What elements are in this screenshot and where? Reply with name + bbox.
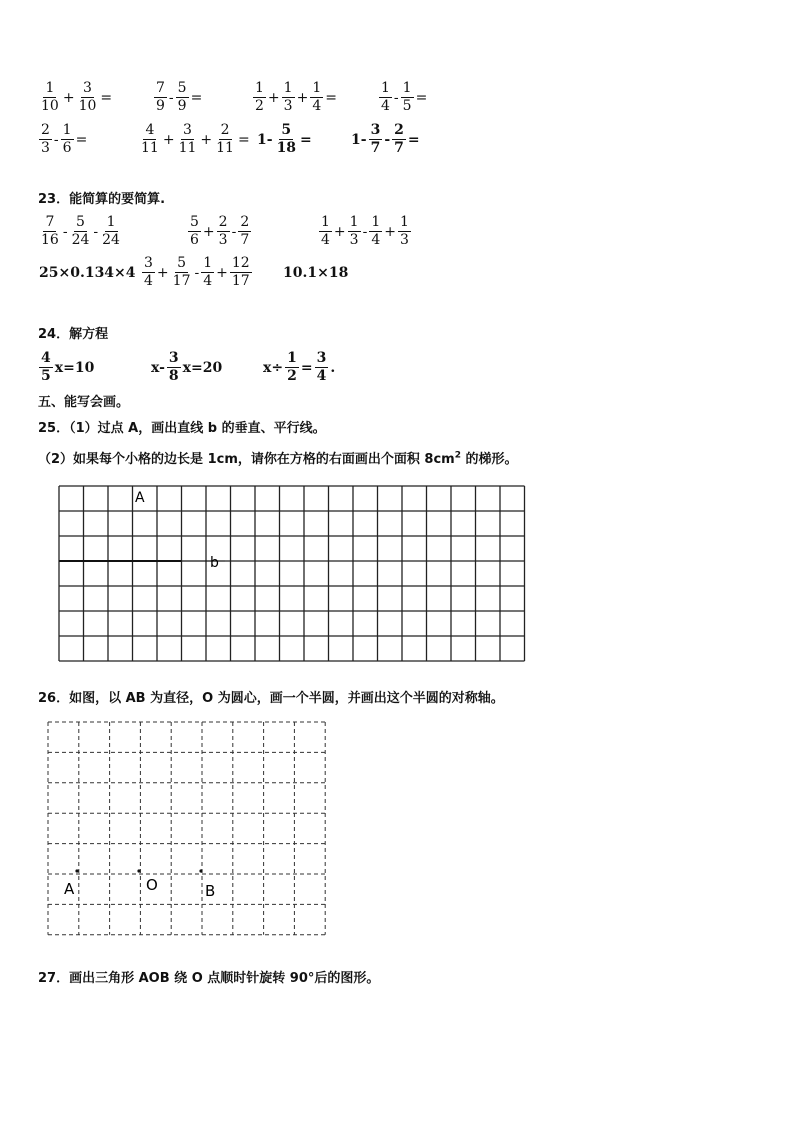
fraction — [139, 122, 161, 157]
q23-expr-2 — [187, 214, 252, 249]
denominator: 2 — [255, 98, 264, 114]
point-o — [137, 869, 140, 872]
numerator: 1 — [106, 214, 116, 230]
denominator: 11 — [178, 140, 197, 156]
fraction — [142, 255, 155, 290]
denominator: 7 — [240, 232, 250, 248]
numerator: 3 — [370, 122, 381, 138]
point-o-label: O — [146, 876, 158, 894]
numerator: 1 — [349, 214, 359, 230]
numerator: 5 — [281, 122, 292, 138]
numerator: 1 — [45, 80, 55, 96]
expr-text: 25×0.134×4 — [39, 265, 136, 281]
expr-r1-4 — [378, 80, 428, 115]
operator: - — [62, 223, 68, 240]
operator: = — [237, 131, 250, 148]
operator: - — [393, 89, 399, 106]
numerator: 1 — [283, 80, 293, 96]
numerator: 2 — [220, 122, 230, 138]
operator: - — [168, 89, 174, 106]
expr-text: 1- — [351, 131, 367, 148]
expr-r2-2 — [138, 122, 251, 157]
expr-text: x=10 — [54, 359, 95, 376]
expr-text: x=20 — [182, 359, 223, 376]
expr-text: . — [330, 359, 336, 376]
expr-text: 1- — [257, 131, 273, 148]
point-a — [75, 869, 78, 872]
denominator: 24 — [71, 232, 90, 248]
numerator: 1 — [62, 122, 72, 138]
fraction — [154, 80, 167, 115]
numerator: 4 — [145, 122, 155, 138]
fraction — [167, 350, 181, 385]
fraction — [379, 80, 392, 115]
denominator: 6 — [190, 232, 199, 248]
fraction — [275, 122, 298, 157]
denominator: 3 — [349, 232, 359, 248]
fraction — [285, 350, 299, 385]
operator: + — [162, 131, 175, 148]
denominator: 6 — [62, 140, 72, 156]
operator: + — [333, 223, 346, 240]
q25-part1: 25．（1）过点 A，画出直线 b 的垂直、平行线。 — [38, 421, 326, 436]
q23-expr-1 — [38, 214, 123, 249]
numerator: 3 — [316, 350, 327, 366]
operator: - — [53, 131, 59, 148]
numerator: 3 — [144, 255, 153, 271]
numerator: 1 — [399, 214, 409, 230]
denominator: 7 — [394, 140, 404, 156]
denominator: 10 — [78, 98, 97, 114]
q25-part2: （2）如果每个小格的边长是 1cm，请你在方格的右面画出个面积 $8cm^2$ 的梯形。 — [38, 450, 518, 467]
q24-eq-1 — [38, 350, 95, 385]
fraction — [39, 80, 61, 115]
operator: - — [384, 131, 391, 148]
fraction — [70, 214, 92, 249]
operator: + — [156, 264, 169, 281]
numerator: 5 — [190, 214, 199, 230]
numerator: 5 — [177, 255, 187, 271]
operator: = — [300, 131, 312, 148]
denominator: 2 — [287, 368, 297, 384]
denominator: 3 — [218, 232, 228, 248]
numerator: 2 — [394, 122, 404, 138]
operator: - — [194, 264, 200, 281]
fraction — [369, 122, 383, 157]
denominator: 9 — [156, 98, 165, 114]
fraction — [369, 214, 382, 249]
fraction — [176, 80, 189, 115]
fraction — [39, 350, 53, 385]
denominator: 5 — [41, 368, 51, 384]
point-b-label: B — [205, 882, 216, 900]
fraction — [230, 255, 252, 290]
fraction — [392, 122, 406, 157]
numerator: 1 — [402, 80, 412, 96]
expr-r1-3 — [252, 80, 338, 115]
numerator: 12 — [231, 255, 250, 271]
numerator: 2 — [240, 214, 250, 230]
q27-text: 27．画出三角形 AOB 绕 O 点顺时针旋转 90°后的图形。 — [38, 971, 380, 986]
expr-text: 10.1×18 — [283, 265, 349, 281]
point-b — [199, 869, 202, 872]
expr-text: x- — [151, 359, 165, 376]
fraction — [315, 350, 329, 385]
fraction — [177, 122, 199, 157]
fraction — [398, 214, 411, 249]
numerator: 1 — [255, 80, 264, 96]
operator: = — [190, 89, 203, 106]
fraction — [214, 122, 236, 157]
denominator: 4 — [144, 273, 153, 289]
operator: + — [200, 131, 213, 148]
denominator: 16 — [41, 232, 59, 248]
fraction — [100, 214, 122, 249]
expr-text: x÷ — [263, 359, 284, 376]
operator: = — [407, 131, 420, 148]
expr-r2-3 — [256, 122, 313, 157]
fraction — [201, 255, 214, 290]
operator: = — [75, 131, 88, 148]
q24-eq-2 — [150, 350, 223, 385]
fraction — [39, 214, 61, 249]
q26-text: 26．如图，以 AB 为直径，O 为圆心，画一个半圆，并画出这个半圆的对称轴。 — [38, 691, 504, 706]
denominator: 24 — [102, 232, 120, 248]
q23-expr-6 — [282, 265, 349, 281]
numerator: 3 — [183, 122, 192, 138]
numerator: 1 — [381, 80, 390, 96]
numerator: 1 — [287, 350, 297, 366]
fraction — [61, 122, 74, 157]
q24-title: 24．解方程 — [38, 327, 109, 342]
operator: + — [267, 89, 280, 106]
denominator: 4 — [312, 98, 322, 114]
numerator: 1 — [321, 214, 330, 230]
numerator: 1 — [371, 214, 381, 230]
fraction — [253, 80, 266, 115]
fraction — [217, 214, 230, 249]
denominator: 11 — [141, 140, 159, 156]
section-five-heading: 五、能写会画。 — [38, 395, 130, 410]
operator: - — [231, 223, 237, 240]
denominator: 4 — [203, 273, 213, 289]
fraction — [348, 214, 361, 249]
fraction — [39, 122, 52, 157]
denominator: 11 — [216, 140, 234, 156]
point-a-label: A — [64, 880, 75, 898]
q23-title: 23．能简算的要简算. — [38, 192, 166, 207]
fraction — [282, 80, 295, 115]
expr-r2-4 — [350, 122, 421, 157]
numerator: 2 — [218, 214, 228, 230]
numerator: 2 — [41, 122, 50, 138]
operator: = — [415, 89, 428, 106]
numerator: 7 — [156, 80, 165, 96]
operator: + — [202, 223, 215, 240]
fraction — [319, 214, 332, 249]
operator: = — [100, 89, 113, 106]
denominator: 17 — [231, 273, 250, 289]
denominator: 4 — [371, 232, 381, 248]
fraction — [401, 80, 414, 115]
operator: = — [325, 89, 337, 106]
point-a-label: A — [135, 490, 145, 506]
denominator: 18 — [276, 140, 297, 156]
numerator: 1 — [203, 255, 213, 271]
operator: - — [93, 223, 99, 240]
denominator: 4 — [381, 98, 390, 114]
numerator: 5 — [76, 214, 85, 230]
denominator: 5 — [402, 98, 412, 114]
denominator: 10 — [41, 98, 59, 114]
q23-expr-5 — [141, 255, 253, 290]
q23-expr-4 — [38, 265, 137, 281]
operator: - — [362, 223, 368, 240]
denominator: 9 — [177, 98, 187, 114]
operator: + — [62, 89, 75, 106]
numerator: 3 — [83, 80, 92, 96]
expr-r1-2 — [153, 80, 203, 115]
denominator: 8 — [168, 368, 179, 384]
denominator: 4 — [321, 232, 330, 248]
numerator: 1 — [312, 80, 322, 96]
operator: + — [216, 264, 228, 281]
numerator: 4 — [41, 350, 51, 366]
q25-grid — [55, 482, 530, 668]
denominator: 7 — [370, 140, 381, 156]
numerator: 7 — [45, 214, 55, 230]
q24-eq-3 — [262, 350, 336, 385]
denominator: 3 — [283, 98, 293, 114]
fraction — [238, 214, 251, 249]
expr-r1-1 — [38, 80, 113, 115]
denominator: 17 — [172, 273, 191, 289]
numerator: 5 — [177, 80, 187, 96]
q26-dashed-grid — [45, 718, 327, 940]
fraction — [188, 214, 201, 249]
operator: + — [296, 89, 309, 106]
expr-r2-1 — [38, 122, 88, 157]
expr-text: = — [300, 359, 313, 376]
fraction — [310, 80, 323, 115]
operator: + — [384, 223, 396, 240]
denominator: 3 — [41, 140, 50, 156]
fraction — [171, 255, 193, 290]
denominator: 3 — [399, 232, 409, 248]
fraction — [77, 80, 99, 115]
numerator: 3 — [168, 350, 179, 366]
denominator: 4 — [316, 368, 327, 384]
q23-expr-3 — [318, 214, 412, 249]
line-b-label: b — [210, 555, 219, 571]
